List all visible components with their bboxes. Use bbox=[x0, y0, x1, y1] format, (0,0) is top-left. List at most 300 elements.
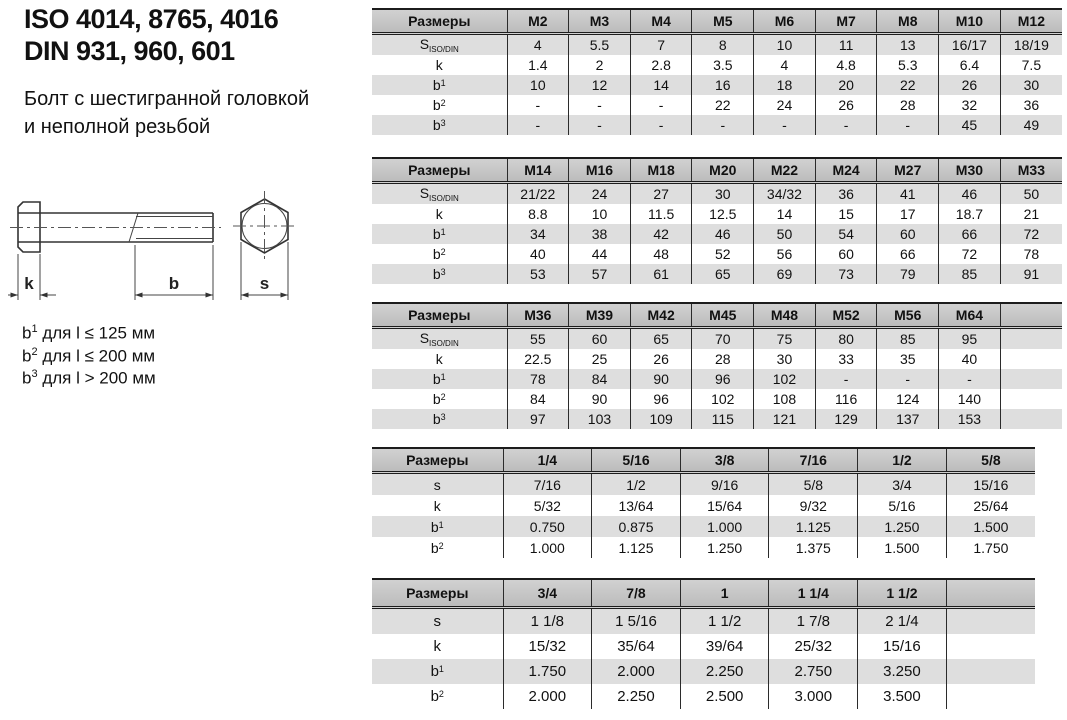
value-cell: 7.5 bbox=[1000, 55, 1062, 75]
value-cell: 30 bbox=[692, 183, 754, 205]
value-cell: 9/32 bbox=[769, 495, 858, 516]
value-cell: 96 bbox=[630, 389, 692, 409]
value-cell: 18.7 bbox=[939, 204, 1001, 224]
value-cell: 121 bbox=[754, 409, 816, 429]
value-cell: 53 bbox=[507, 264, 569, 284]
value-cell: 7/16 bbox=[503, 473, 592, 496]
value-cell: 1 1/2 bbox=[680, 608, 769, 635]
sizes-header-cell: Размеры bbox=[372, 158, 507, 183]
value-cell: 16 bbox=[692, 75, 754, 95]
value-cell: 15/16 bbox=[858, 634, 947, 659]
table-row bbox=[372, 634, 1035, 659]
size-column-header bbox=[946, 579, 1035, 608]
value-cell: 15/32 bbox=[503, 634, 592, 659]
size-column-header: M20 bbox=[692, 158, 754, 183]
table-row bbox=[372, 495, 1035, 516]
row-label: k bbox=[433, 638, 441, 655]
value-cell bbox=[1000, 389, 1062, 409]
row-label: $b^1$ bbox=[372, 659, 503, 684]
value-cell: 124 bbox=[877, 389, 939, 409]
value-cell bbox=[1000, 369, 1062, 389]
size-column-header: M36 bbox=[507, 303, 569, 328]
row-label: k bbox=[433, 497, 441, 514]
value-cell: 5.5 bbox=[569, 34, 631, 56]
value-cell: 66 bbox=[939, 224, 1001, 244]
size-column-header: 7/16 bbox=[769, 448, 858, 473]
value-cell: 2.000 bbox=[503, 684, 592, 709]
value-cell: 3.5 bbox=[692, 55, 754, 75]
value-cell: 34/32 bbox=[754, 183, 816, 205]
value-cell: 5.3 bbox=[877, 55, 939, 75]
value-cell: 50 bbox=[754, 224, 816, 244]
value-cell: 12.5 bbox=[692, 204, 754, 224]
value-cell: 78 bbox=[507, 369, 569, 389]
size-column-header: M8 bbox=[877, 9, 939, 34]
value-cell: 20 bbox=[815, 75, 877, 95]
value-cell: 95 bbox=[939, 328, 1001, 350]
value-cell: 1.500 bbox=[946, 516, 1035, 537]
value-cell: 57 bbox=[569, 264, 631, 284]
size-column-header: M45 bbox=[692, 303, 754, 328]
value-cell: 46 bbox=[939, 183, 1001, 205]
value-cell: 0.875 bbox=[592, 516, 681, 537]
value-cell: 14 bbox=[754, 204, 816, 224]
table-row bbox=[372, 115, 1062, 135]
value-cell: 11.5 bbox=[630, 204, 692, 224]
note-item: $b^2$ для l ≤ 200 мм bbox=[22, 345, 156, 366]
table-row bbox=[372, 264, 1062, 284]
size-column-header: M56 bbox=[877, 303, 939, 328]
sizes-header-cell: Размеры bbox=[372, 579, 503, 608]
value-cell: 49 bbox=[1000, 115, 1062, 135]
value-cell bbox=[946, 634, 1035, 659]
row-label: $b^2$ bbox=[430, 688, 444, 705]
value-cell: 21 bbox=[1000, 204, 1062, 224]
value-cell: 45 bbox=[939, 115, 1001, 135]
value-cell: 103 bbox=[569, 409, 631, 429]
value-cell: 24 bbox=[569, 183, 631, 205]
value-cell: 35/64 bbox=[592, 634, 681, 659]
table-row bbox=[372, 473, 1035, 496]
value-cell bbox=[946, 659, 1035, 684]
value-cell: 90 bbox=[569, 389, 631, 409]
value-cell: 153 bbox=[939, 409, 1001, 429]
value-cell: 65 bbox=[692, 264, 754, 284]
dimensions-table-metric-m14-m33 bbox=[372, 157, 1062, 284]
size-column-header: 1 1/4 bbox=[769, 579, 858, 608]
row-label: $b^1$ bbox=[372, 75, 507, 95]
size-column-header: M5 bbox=[692, 9, 754, 34]
value-cell: 72 bbox=[939, 244, 1001, 264]
value-cell: 108 bbox=[754, 389, 816, 409]
table-row bbox=[372, 516, 1035, 537]
value-cell: 1/2 bbox=[592, 473, 681, 496]
value-cell: 60 bbox=[877, 224, 939, 244]
value-cell: 44 bbox=[569, 244, 631, 264]
row-label: $b^1$ bbox=[372, 224, 507, 244]
value-cell: 30 bbox=[754, 349, 816, 369]
size-column-header: 1 1/2 bbox=[858, 579, 947, 608]
value-cell: 137 bbox=[877, 409, 939, 429]
bolt-drawing bbox=[8, 188, 348, 318]
notes bbox=[22, 320, 156, 388]
row-label: k bbox=[435, 351, 443, 367]
value-cell: 61 bbox=[630, 264, 692, 284]
size-column-header: M42 bbox=[630, 303, 692, 328]
size-column-header: M48 bbox=[754, 303, 816, 328]
value-cell: - bbox=[507, 115, 569, 135]
value-cell: 116 bbox=[815, 389, 877, 409]
row-label: $b^2$ bbox=[432, 246, 446, 262]
size-column-header: M52 bbox=[815, 303, 877, 328]
value-cell: 140 bbox=[939, 389, 1001, 409]
row-label: $b^3$ bbox=[372, 264, 507, 284]
table-header-row bbox=[372, 158, 1062, 183]
row-label: $b^2$ bbox=[432, 97, 446, 113]
row-label: $S_{ISO/DIN}$ bbox=[372, 328, 507, 350]
value-cell: 12 bbox=[569, 75, 631, 95]
table-row bbox=[372, 369, 1062, 389]
value-cell: 4 bbox=[754, 55, 816, 75]
table-row bbox=[372, 34, 1062, 56]
value-cell: 13/64 bbox=[592, 495, 681, 516]
row-label: $b^2$ bbox=[432, 391, 446, 407]
value-cell: 17 bbox=[877, 204, 939, 224]
value-cell: 27 bbox=[630, 183, 692, 205]
sizes-header-cell: Размеры bbox=[372, 303, 507, 328]
value-cell: 1.500 bbox=[858, 537, 947, 558]
value-cell: 25/32 bbox=[769, 634, 858, 659]
value-cell bbox=[1000, 349, 1062, 369]
value-cell: 78 bbox=[1000, 244, 1062, 264]
value-cell: 84 bbox=[569, 369, 631, 389]
sizes-header-cell: Размеры bbox=[372, 448, 503, 473]
table-row bbox=[372, 389, 1062, 409]
size-column-header: 5/16 bbox=[592, 448, 681, 473]
value-cell: 73 bbox=[815, 264, 877, 284]
size-column-header: M27 bbox=[877, 158, 939, 183]
value-cell: - bbox=[939, 369, 1001, 389]
value-cell: - bbox=[754, 115, 816, 135]
value-cell bbox=[946, 684, 1035, 709]
value-cell: - bbox=[630, 115, 692, 135]
size-column-header: 7/8 bbox=[592, 579, 681, 608]
value-cell: 2.8 bbox=[630, 55, 692, 75]
value-cell: 39/64 bbox=[680, 634, 769, 659]
value-cell: 10 bbox=[507, 75, 569, 95]
value-cell: 1.125 bbox=[592, 537, 681, 558]
row-label: $b^1$ bbox=[372, 369, 507, 389]
value-cell: 1.750 bbox=[946, 537, 1035, 558]
size-column-header: 1/4 bbox=[503, 448, 592, 473]
value-cell: 22 bbox=[692, 95, 754, 115]
value-cell: 2.750 bbox=[769, 659, 858, 684]
value-cell: 3.500 bbox=[858, 684, 947, 709]
value-cell: 7 bbox=[630, 34, 692, 56]
value-cell: 32 bbox=[939, 95, 1001, 115]
value-cell: 26 bbox=[630, 349, 692, 369]
value-cell: 21/22 bbox=[507, 183, 569, 205]
value-cell: 5/32 bbox=[503, 495, 592, 516]
value-cell: 4 bbox=[507, 34, 569, 56]
value-cell: - bbox=[569, 115, 631, 135]
size-column-header: M24 bbox=[815, 158, 877, 183]
size-column-header: M6 bbox=[754, 9, 816, 34]
value-cell: 1.125 bbox=[769, 516, 858, 537]
value-cell: 24 bbox=[754, 95, 816, 115]
value-cell: 129 bbox=[815, 409, 877, 429]
value-cell bbox=[946, 608, 1035, 635]
value-cell: 0.750 bbox=[503, 516, 592, 537]
dimension-k bbox=[8, 254, 56, 300]
table-header-row bbox=[372, 448, 1035, 473]
size-column-header: M3 bbox=[569, 9, 631, 34]
table-header-row bbox=[372, 579, 1035, 608]
value-cell: - bbox=[692, 115, 754, 135]
value-cell: 2.250 bbox=[592, 684, 681, 709]
value-cell: 13 bbox=[877, 34, 939, 56]
value-cell: - bbox=[569, 95, 631, 115]
value-cell: 33 bbox=[815, 349, 877, 369]
value-cell: 28 bbox=[692, 349, 754, 369]
value-cell: 84 bbox=[507, 389, 569, 409]
dimension-label-k: k bbox=[24, 274, 34, 293]
value-cell: 36 bbox=[815, 183, 877, 205]
value-cell: 2.500 bbox=[680, 684, 769, 709]
row-label: s bbox=[372, 608, 503, 635]
value-cell: 28 bbox=[877, 95, 939, 115]
value-cell: 15/16 bbox=[946, 473, 1035, 496]
value-cell: 91 bbox=[1000, 264, 1062, 284]
value-cell: 1.4 bbox=[507, 55, 569, 75]
table-row bbox=[372, 95, 1062, 115]
size-column-header: M30 bbox=[939, 158, 1001, 183]
value-cell: 85 bbox=[877, 328, 939, 350]
value-cell: 36 bbox=[1000, 95, 1062, 115]
row-label: $b^1$ bbox=[372, 516, 503, 537]
row-label: s bbox=[372, 473, 503, 496]
dimensions-table-metric-m36-m64 bbox=[372, 302, 1062, 429]
size-column-header: M4 bbox=[630, 9, 692, 34]
value-cell: 18 bbox=[754, 75, 816, 95]
note-item: $b^1$ для l ≤ 125 мм bbox=[22, 323, 156, 343]
row-label: k bbox=[435, 57, 443, 73]
value-cell: - bbox=[507, 95, 569, 115]
value-cell: 22 bbox=[877, 75, 939, 95]
value-cell: 26 bbox=[939, 75, 1001, 95]
value-cell: 41 bbox=[877, 183, 939, 205]
table-row bbox=[372, 409, 1062, 429]
value-cell: 56 bbox=[754, 244, 816, 264]
bolt-side-view bbox=[10, 202, 221, 252]
value-cell: 15/64 bbox=[680, 495, 769, 516]
table-row bbox=[372, 349, 1062, 369]
value-cell: 85 bbox=[939, 264, 1001, 284]
value-cell: 2.000 bbox=[592, 659, 681, 684]
size-column-header: 3/4 bbox=[503, 579, 592, 608]
value-cell: - bbox=[815, 115, 877, 135]
value-cell: - bbox=[630, 95, 692, 115]
value-cell: 4.8 bbox=[815, 55, 877, 75]
value-cell: 1 7/8 bbox=[769, 608, 858, 635]
value-cell: 96 bbox=[692, 369, 754, 389]
table-row bbox=[372, 537, 1035, 558]
row-label: $b^3$ bbox=[372, 409, 507, 429]
table-row bbox=[372, 55, 1062, 75]
bolt-end-view bbox=[233, 191, 297, 261]
value-cell: 9/16 bbox=[680, 473, 769, 496]
value-cell: 1.250 bbox=[680, 537, 769, 558]
subtitle-line-2: и неполной резьбой bbox=[24, 116, 211, 138]
table-row bbox=[372, 659, 1035, 684]
value-cell: 1 5/16 bbox=[592, 608, 681, 635]
value-cell: 48 bbox=[630, 244, 692, 264]
value-cell: 26 bbox=[815, 95, 877, 115]
value-cell: 80 bbox=[815, 328, 877, 350]
value-cell: 2.250 bbox=[680, 659, 769, 684]
value-cell: 8 bbox=[692, 34, 754, 56]
value-cell: 102 bbox=[692, 389, 754, 409]
value-cell: 72 bbox=[1000, 224, 1062, 244]
page-title-iso: ISO 4014, 8765, 4016 bbox=[24, 4, 279, 34]
note-item: $b^3$ для l > 200 мм bbox=[22, 368, 156, 388]
value-cell: 8.8 bbox=[507, 204, 569, 224]
value-cell: 16/17 bbox=[939, 34, 1001, 56]
size-column-header: 1/2 bbox=[858, 448, 947, 473]
table-row bbox=[372, 328, 1062, 350]
size-column-header: M16 bbox=[569, 158, 631, 183]
size-column-header: 3/8 bbox=[680, 448, 769, 473]
size-column-header: M18 bbox=[630, 158, 692, 183]
value-cell: 1.375 bbox=[769, 537, 858, 558]
table-row bbox=[372, 608, 1035, 635]
dimension-b bbox=[135, 245, 213, 300]
value-cell: 90 bbox=[630, 369, 692, 389]
dimension-label-b: b bbox=[168, 274, 180, 293]
size-column-header: M14 bbox=[507, 158, 569, 183]
value-cell: 42 bbox=[630, 224, 692, 244]
size-column-header: M39 bbox=[569, 303, 631, 328]
value-cell: 18/19 bbox=[1000, 34, 1062, 56]
value-cell: 97 bbox=[507, 409, 569, 429]
value-cell: 102 bbox=[754, 369, 816, 389]
value-cell: 109 bbox=[630, 409, 692, 429]
value-cell: 14 bbox=[630, 75, 692, 95]
value-cell: 69 bbox=[754, 264, 816, 284]
size-column-header bbox=[1000, 303, 1062, 328]
table-header-row bbox=[372, 303, 1062, 328]
dimensions-table-inch-threequarters-to-oneandhalf bbox=[372, 578, 1035, 709]
table-row bbox=[372, 224, 1062, 244]
value-cell: 66 bbox=[877, 244, 939, 264]
size-column-header: 1 bbox=[680, 579, 769, 608]
value-cell: 3.000 bbox=[769, 684, 858, 709]
value-cell: 35 bbox=[877, 349, 939, 369]
value-cell bbox=[1000, 409, 1062, 429]
value-cell: 1.000 bbox=[503, 537, 592, 558]
value-cell: 60 bbox=[569, 328, 631, 350]
value-cell: 2 bbox=[569, 55, 631, 75]
value-cell: - bbox=[877, 369, 939, 389]
value-cell: 55 bbox=[507, 328, 569, 350]
sizes-header-cell: Размеры bbox=[372, 9, 507, 34]
size-column-header: M33 bbox=[1000, 158, 1062, 183]
value-cell: 60 bbox=[815, 244, 877, 264]
table-header-row bbox=[372, 9, 1062, 34]
value-cell: 22.5 bbox=[507, 349, 569, 369]
table-row bbox=[372, 75, 1062, 95]
page-title-din: DIN 931, 960, 601 bbox=[24, 36, 235, 66]
size-column-header: M22 bbox=[754, 158, 816, 183]
value-cell: 46 bbox=[692, 224, 754, 244]
subtitle-line-1: Болт с шестигранной головкой bbox=[24, 88, 310, 110]
value-cell: 5/8 bbox=[769, 473, 858, 496]
value-cell: 11 bbox=[815, 34, 877, 56]
value-cell: 2 1/4 bbox=[858, 608, 947, 635]
dimension-label-s: s bbox=[259, 274, 270, 293]
value-cell: 40 bbox=[939, 349, 1001, 369]
value-cell: 40 bbox=[507, 244, 569, 264]
table-row bbox=[372, 244, 1062, 264]
dimensions-table-metric-m2-m12 bbox=[372, 8, 1062, 135]
value-cell: 5/16 bbox=[858, 495, 947, 516]
value-cell: 70 bbox=[692, 328, 754, 350]
value-cell: - bbox=[815, 369, 877, 389]
value-cell: 25 bbox=[569, 349, 631, 369]
value-cell: 52 bbox=[692, 244, 754, 264]
tables-region bbox=[372, 0, 1067, 720]
value-cell: 1.250 bbox=[858, 516, 947, 537]
value-cell: 50 bbox=[1000, 183, 1062, 205]
value-cell bbox=[1000, 328, 1062, 350]
value-cell: 1 1/8 bbox=[503, 608, 592, 635]
value-cell: 25/64 bbox=[946, 495, 1035, 516]
value-cell: 38 bbox=[569, 224, 631, 244]
value-cell: 3/4 bbox=[858, 473, 947, 496]
row-label: $S_{ISO/DIN}$ bbox=[372, 34, 507, 56]
row-label: $S_{ISO/DIN}$ bbox=[372, 183, 507, 205]
value-cell: - bbox=[877, 115, 939, 135]
size-column-header: M2 bbox=[507, 9, 569, 34]
value-cell: 115 bbox=[692, 409, 754, 429]
size-column-header: M64 bbox=[939, 303, 1001, 328]
value-cell: 1.000 bbox=[680, 516, 769, 537]
value-cell: 34 bbox=[507, 224, 569, 244]
value-cell: 15 bbox=[815, 204, 877, 224]
table-row bbox=[372, 183, 1062, 205]
value-cell: 79 bbox=[877, 264, 939, 284]
table-row bbox=[372, 204, 1062, 224]
size-column-header: M7 bbox=[815, 9, 877, 34]
row-label: $b^3$ bbox=[372, 115, 507, 135]
size-column-header: M10 bbox=[939, 9, 1001, 34]
size-column-header: 5/8 bbox=[946, 448, 1035, 473]
value-cell: 3.250 bbox=[858, 659, 947, 684]
dimensions-table-inch-quarter-to-fiveeighths bbox=[372, 447, 1035, 558]
row-label: $b^2$ bbox=[430, 539, 444, 556]
value-cell: 54 bbox=[815, 224, 877, 244]
value-cell: 65 bbox=[630, 328, 692, 350]
value-cell: 10 bbox=[754, 34, 816, 56]
value-cell: 1.750 bbox=[503, 659, 592, 684]
row-label: k bbox=[435, 206, 443, 222]
size-column-header: M12 bbox=[1000, 9, 1062, 34]
value-cell: 75 bbox=[754, 328, 816, 350]
value-cell: 30 bbox=[1000, 75, 1062, 95]
value-cell: 10 bbox=[569, 204, 631, 224]
table-row bbox=[372, 684, 1035, 709]
value-cell: 6.4 bbox=[939, 55, 1001, 75]
